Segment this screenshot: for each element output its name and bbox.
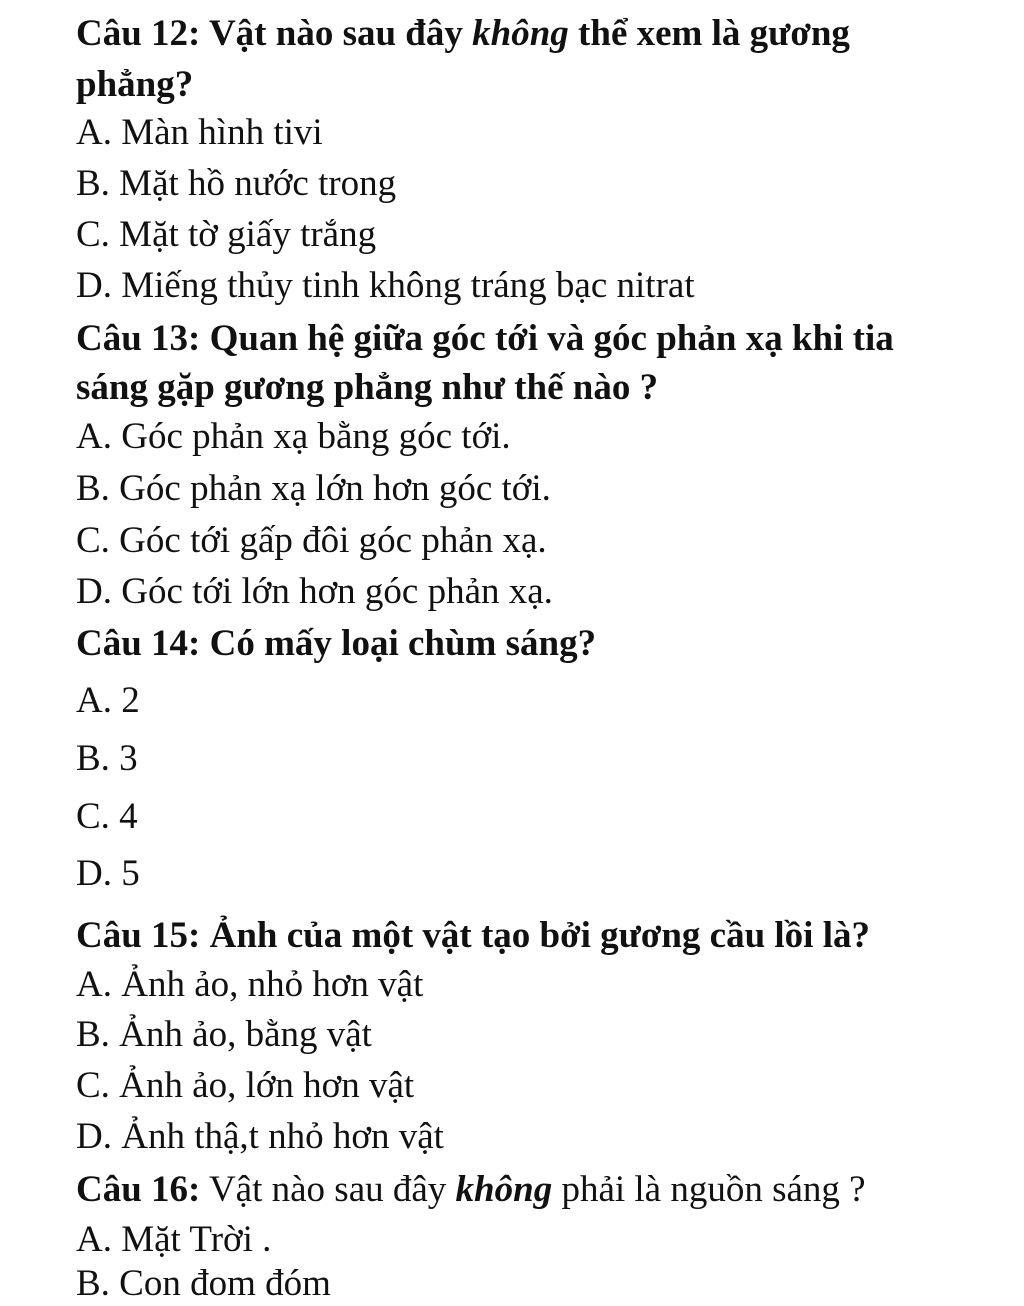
question-12-option-d: D. Miếng thủy tinh không tráng bạc nitrat — [76, 265, 695, 306]
question-12-option-a: A. Màn hình tivi — [76, 112, 323, 153]
question-13-line-1: Câu 13: Quan hệ giữa góc tới và góc phản xạ khi tia — [76, 318, 894, 359]
question-13-line-2: sáng gặp gương phẳng như thế nào ? — [76, 367, 659, 408]
question-15-line-1: Câu 15: Ảnh của một vật tạo bởi gương cầu lồi là? — [76, 915, 870, 956]
question-16-line-1 — [76, 1168, 866, 1212]
question-12-text-before: Vật nào sau đây — [200, 13, 473, 54]
question-16-text-after: phải là nguồn sáng ? — [552, 1169, 866, 1210]
question-14-option-a: A. 2 — [76, 680, 140, 721]
question-13-option-a: A. Góc phản xạ bằng góc tới. — [76, 416, 511, 457]
question-14-option-c: C. 4 — [76, 796, 138, 837]
question-16-keyword: không — [455, 1169, 553, 1210]
question-13-option-b: B. Góc phản xạ lớn hơn góc tới. — [76, 468, 551, 509]
question-16-option-a: A. Mặt Trời . — [76, 1219, 272, 1260]
question-16-label: Câu 16: — [76, 1169, 201, 1210]
question-13-option-d: D. Góc tới lớn hơn góc phản xạ. — [76, 571, 553, 612]
question-12-text-after: thể xem là gương — [568, 13, 850, 54]
question-12-keyword: không — [472, 13, 569, 54]
question-12-option-b: B. Mặt hồ nước trong — [76, 163, 397, 204]
question-14-line-1: Câu 14: Có mấy loại chùm sáng? — [76, 623, 597, 664]
question-16-text-before: Vật nào sau đây — [200, 1169, 456, 1210]
question-12-label: Câu 12: — [76, 13, 201, 54]
question-15-option-a: A. Ảnh ảo, nhỏ hơn vật — [76, 964, 424, 1005]
question-15-option-c: C. Ảnh ảo, lớn hơn vật — [76, 1065, 415, 1106]
question-16-option-b-cutoff: B. Con đom đóm — [76, 1263, 331, 1304]
question-13-option-c: C. Góc tới gấp đôi góc phản xạ. — [76, 520, 547, 561]
question-15-option-b: B. Ảnh ảo, bằng vật — [76, 1014, 372, 1055]
question-12-line-1 — [76, 12, 850, 56]
question-12-option-c: C. Mặt tờ giấy trắng — [76, 214, 377, 255]
question-12-line-2: phẳng? — [76, 64, 194, 105]
question-15-option-d: D. Ảnh thậ,t nhỏ hơn vật — [76, 1116, 444, 1157]
question-14-option-b: B. 3 — [76, 738, 138, 779]
question-14-option-d: D. 5 — [76, 853, 140, 894]
